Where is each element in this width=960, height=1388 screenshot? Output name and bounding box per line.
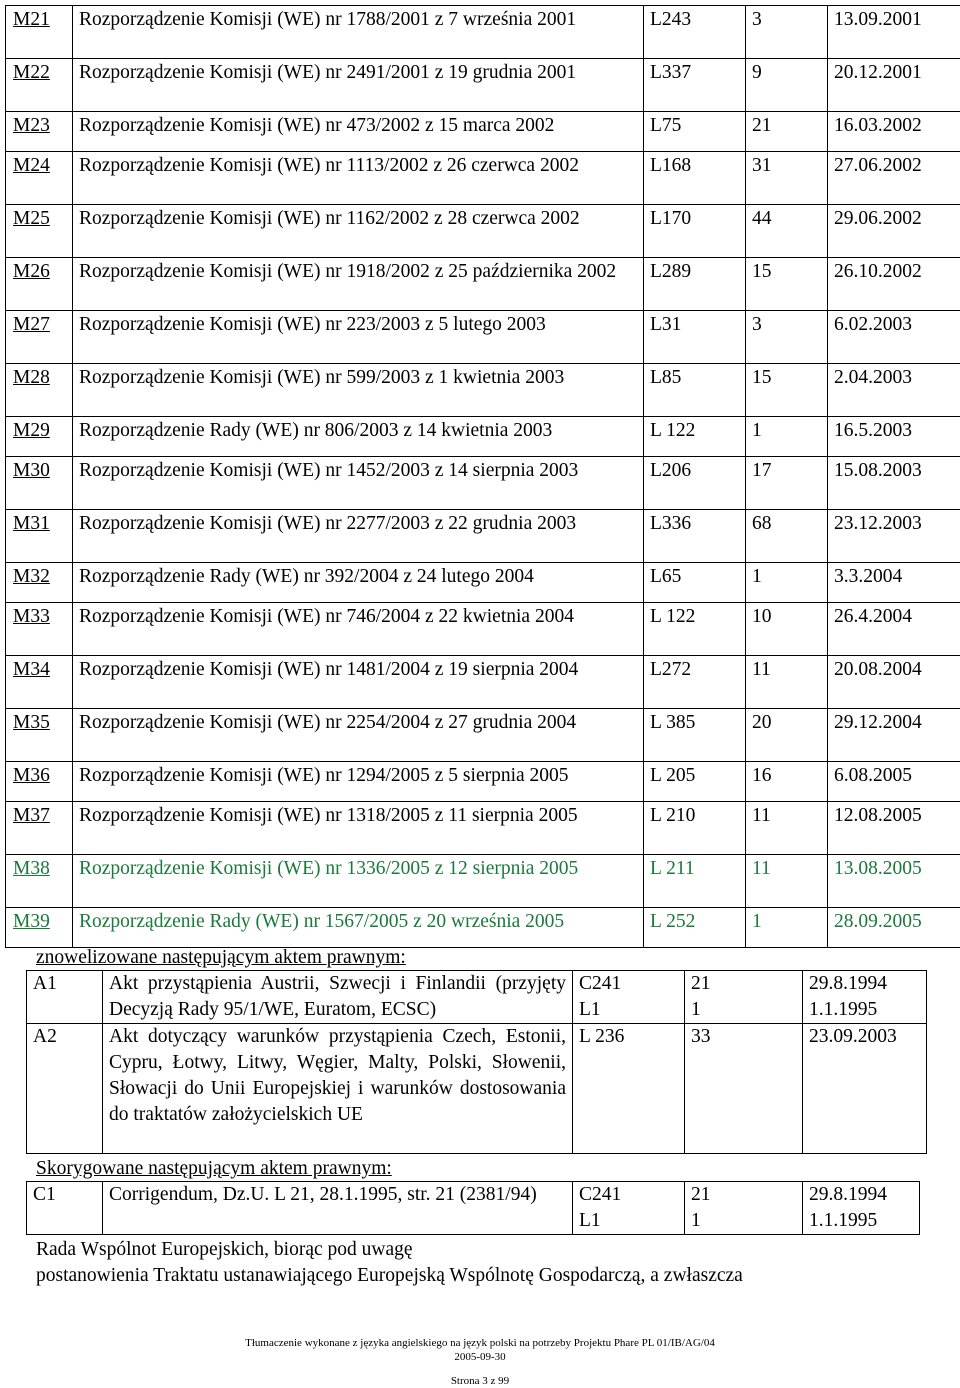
- date-line: 1.1.1995: [809, 997, 920, 1023]
- accession-acts-table: [26, 970, 927, 1154]
- regulation-page: 44: [746, 205, 828, 258]
- amendment-code: A1: [27, 971, 103, 1024]
- regulation-title: Rozporządzenie Komisji (WE) nr 2491/2001 z 19 grudnia 2001: [73, 59, 644, 112]
- regulation-title: Rozporządzenie Komisji (WE) nr 1113/2002 z 26 czerwca 2002: [73, 152, 644, 205]
- correction-date: [803, 1182, 920, 1235]
- amendment-title: Akt przystąpienia Austrii, Szwecji i Finlandii (przyjęty Decyzją Rady 95/1/WE, Euratom, ECSC): [103, 971, 573, 1024]
- regulation-page: 10: [746, 603, 828, 656]
- corrections-table: [26, 1181, 920, 1235]
- regulation-title: Rozporządzenie Rady (WE) nr 806/2003 z 14 kwietnia 2003: [73, 417, 644, 457]
- regulation-date: 26.4.2004: [828, 603, 960, 656]
- journal-line: L1: [579, 997, 678, 1023]
- corrected-heading: Skorygowane następującym aktem prawnym:: [36, 1157, 392, 1181]
- table-row: [6, 457, 960, 510]
- regulation-code-cell: [6, 603, 73, 656]
- amendment-code: A2: [27, 1024, 103, 1154]
- amended-heading: znowelizowane następującym aktem prawnym:: [36, 946, 406, 970]
- regulation-date: 23.12.2003: [828, 510, 960, 563]
- regulation-code-link[interactable]: M33: [13, 606, 50, 627]
- regulation-code-link[interactable]: M27: [13, 314, 50, 335]
- table-row: [6, 762, 960, 802]
- table-row: [6, 563, 960, 603]
- regulation-page: 68: [746, 510, 828, 563]
- table-row: [6, 908, 960, 948]
- amendment-journal: [573, 971, 685, 1024]
- regulation-code-cell: [6, 112, 73, 152]
- regulation-code-link[interactable]: M25: [13, 208, 50, 229]
- table-row: [6, 802, 960, 855]
- regulation-code-cell: [6, 510, 73, 563]
- regulation-title: Rozporządzenie Rady (WE) nr 392/2004 z 24 lutego 2004: [73, 563, 644, 603]
- regulation-code-link[interactable]: M28: [13, 367, 50, 388]
- amendment-page: 33: [685, 1024, 803, 1154]
- journal-line: C241: [579, 1182, 678, 1208]
- page-line: 1: [691, 1208, 796, 1234]
- regulation-page: 3: [746, 311, 828, 364]
- table-row: [6, 510, 960, 563]
- regulation-title: Rozporządzenie Komisji (WE) nr 2254/2004 z 27 grudnia 2004: [73, 709, 644, 762]
- regulation-date: 20.12.2001: [828, 59, 960, 112]
- regulation-journal: L289: [644, 258, 746, 311]
- regulation-code-link[interactable]: M23: [13, 115, 50, 136]
- regulation-code-link[interactable]: M32: [13, 566, 50, 587]
- regulation-code-cell: [6, 457, 73, 510]
- table-row: [6, 205, 960, 258]
- preamble-line-1: Rada Wspólnot Europejskich, biorąc pod uwagę: [36, 1237, 413, 1263]
- regulation-code-link[interactable]: M26: [13, 261, 50, 282]
- regulation-date: 3.3.2004: [828, 563, 960, 603]
- regulation-journal: L 385: [644, 709, 746, 762]
- regulation-title: Rozporządzenie Komisji (WE) nr 223/2003 z 5 lutego 2003: [73, 311, 644, 364]
- regulation-code-cell: [6, 205, 73, 258]
- regulation-code-link[interactable]: M34: [13, 659, 50, 680]
- regulation-date: 13.08.2005: [828, 855, 960, 908]
- regulation-journal: L 252: [644, 908, 746, 948]
- table-row: [6, 6, 960, 59]
- regulation-journal: L31: [644, 311, 746, 364]
- regulation-code-link[interactable]: M21: [13, 9, 50, 30]
- regulation-journal: L 210: [644, 802, 746, 855]
- regulation-code-cell: [6, 908, 73, 948]
- regulation-page: 9: [746, 59, 828, 112]
- regulation-date: 6.08.2005: [828, 762, 960, 802]
- regulation-journal: L243: [644, 6, 746, 59]
- footer-date: 2005-09-30: [0, 1350, 960, 1364]
- regulation-title: Rozporządzenie Komisji (WE) nr 1452/2003 z 14 sierpnia 2003: [73, 457, 644, 510]
- regulation-code-link[interactable]: M24: [13, 155, 50, 176]
- regulation-journal: L170: [644, 205, 746, 258]
- regulation-page: 15: [746, 258, 828, 311]
- amendment-title: Akt dotyczący warunków przystąpienia Czech, Estonii, Cypru, Łotwy, Litwy, Węgier, Malty, Polski, Słowenii, Słowacji do Unii Europejskiej i warunków dostosowania do traktatów założycielskich UE: [103, 1024, 573, 1154]
- regulation-code-cell: [6, 152, 73, 205]
- amendment-journal: L 236: [573, 1024, 685, 1154]
- page-line: 1: [691, 997, 796, 1023]
- regulation-code-cell: [6, 311, 73, 364]
- regulation-page: 31: [746, 152, 828, 205]
- regulation-title: Rozporządzenie Komisji (WE) nr 1788/2001 z 7 września 2001: [73, 6, 644, 59]
- amendment-page: [685, 971, 803, 1024]
- table-row: [27, 1024, 927, 1154]
- regulation-code-link[interactable]: M37: [13, 805, 50, 826]
- regulation-title: Rozporządzenie Komisji (WE) nr 1336/2005 z 12 sierpnia 2005: [73, 855, 644, 908]
- regulation-date: 28.09.2005: [828, 908, 960, 948]
- amendment-date: 23.09.2003: [803, 1024, 927, 1154]
- regulation-code-cell: [6, 59, 73, 112]
- regulation-title: Rozporządzenie Komisji (WE) nr 1481/2004 z 19 sierpnia 2004: [73, 656, 644, 709]
- amending-regulations-table: [5, 5, 960, 948]
- regulation-journal: L85: [644, 364, 746, 417]
- regulation-code-cell: [6, 855, 73, 908]
- regulation-code-link[interactable]: M31: [13, 513, 50, 534]
- regulation-page: 1: [746, 563, 828, 603]
- correction-page: [685, 1182, 803, 1235]
- journal-line: L1: [579, 1208, 678, 1234]
- table-row: [6, 603, 960, 656]
- regulation-page: 11: [746, 656, 828, 709]
- regulation-journal: L337: [644, 59, 746, 112]
- regulation-title: Rozporządzenie Komisji (WE) nr 1918/2002 z 25 października 2002: [73, 258, 644, 311]
- regulation-page: 15: [746, 364, 828, 417]
- regulation-page: 3: [746, 6, 828, 59]
- table-row: [6, 417, 960, 457]
- regulation-journal: L336: [644, 510, 746, 563]
- table-row: [27, 1182, 920, 1235]
- page-line: 21: [691, 1182, 796, 1208]
- regulation-date: 15.08.2003: [828, 457, 960, 510]
- journal-line: C241: [579, 971, 678, 997]
- regulation-date: 29.06.2002: [828, 205, 960, 258]
- regulation-date: 16.03.2002: [828, 112, 960, 152]
- footer-page-number: Strona 3 z 99: [0, 1374, 960, 1388]
- regulation-journal: L272: [644, 656, 746, 709]
- table-row: [6, 311, 960, 364]
- regulation-page: 11: [746, 802, 828, 855]
- regulation-code-link[interactable]: M30: [13, 460, 50, 481]
- table-row: [6, 656, 960, 709]
- regulation-code-cell: [6, 762, 73, 802]
- table-row: [6, 59, 960, 112]
- regulation-journal: L 122: [644, 603, 746, 656]
- regulation-code-link[interactable]: M36: [13, 765, 50, 786]
- table-row: [27, 971, 927, 1024]
- regulation-code-cell: [6, 802, 73, 855]
- correction-journal: [573, 1182, 685, 1235]
- regulation-code-cell: [6, 364, 73, 417]
- regulation-journal: L206: [644, 457, 746, 510]
- table-row: [6, 112, 960, 152]
- regulation-code-link[interactable]: M39: [13, 911, 50, 932]
- table-row: [6, 152, 960, 205]
- regulation-title: Rozporządzenie Komisji (WE) nr 2277/2003 z 22 grudnia 2003: [73, 510, 644, 563]
- regulation-title: Rozporządzenie Komisji (WE) nr 599/2003 z 1 kwietnia 2003: [73, 364, 644, 417]
- table-row: [6, 258, 960, 311]
- table-row: [6, 855, 960, 908]
- amendment-date: [803, 971, 927, 1024]
- regulation-code-cell: [6, 656, 73, 709]
- regulation-title: Rozporządzenie Komisji (WE) nr 1318/2005 z 11 sierpnia 2005: [73, 802, 644, 855]
- regulation-title: Rozporządzenie Rady (WE) nr 1567/2005 z 20 września 2005: [73, 908, 644, 948]
- regulation-date: 12.08.2005: [828, 802, 960, 855]
- regulation-title: Rozporządzenie Komisji (WE) nr 1294/2005 z 5 sierpnia 2005: [73, 762, 644, 802]
- regulation-journal: L 122: [644, 417, 746, 457]
- regulation-date: 16.5.2003: [828, 417, 960, 457]
- regulation-page: 21: [746, 112, 828, 152]
- date-line: 29.8.1994: [809, 1182, 913, 1208]
- correction-title: Corrigendum, Dz.U. L 21, 28.1.1995, str. 21 (2381/94): [103, 1182, 573, 1235]
- regulation-date: 20.08.2004: [828, 656, 960, 709]
- regulation-date: 2.04.2003: [828, 364, 960, 417]
- regulation-page: 1: [746, 417, 828, 457]
- regulation-code-link[interactable]: M38: [13, 858, 50, 879]
- regulation-page: 20: [746, 709, 828, 762]
- regulation-code-link[interactable]: M29: [13, 420, 50, 441]
- regulation-code-cell: [6, 709, 73, 762]
- regulation-code-cell: [6, 417, 73, 457]
- regulation-journal: L65: [644, 563, 746, 603]
- regulation-title: Rozporządzenie Komisji (WE) nr 746/2004 z 22 kwietnia 2004: [73, 603, 644, 656]
- regulation-journal: L168: [644, 152, 746, 205]
- date-line: 29.8.1994: [809, 971, 920, 997]
- table-row: [6, 709, 960, 762]
- preamble-line-2: postanowienia Traktatu ustanawiającego Europejską Wspólnotę Gospodarczą, a zwłaszcza: [36, 1263, 743, 1289]
- regulation-code-cell: [6, 563, 73, 603]
- footer-translation-note: Tłumaczenie wykonane z języka angielskiego na język polski na potrzeby Projektu Phare PL 01/IB/AG/04: [0, 1336, 960, 1350]
- regulation-title: Rozporządzenie Komisji (WE) nr 473/2002 z 15 marca 2002: [73, 112, 644, 152]
- regulation-page: 1: [746, 908, 828, 948]
- regulation-page: 11: [746, 855, 828, 908]
- regulation-journal: L 205: [644, 762, 746, 802]
- regulation-journal: L75: [644, 112, 746, 152]
- regulation-date: 27.06.2002: [828, 152, 960, 205]
- regulation-date: 6.02.2003: [828, 311, 960, 364]
- regulation-page: 16: [746, 762, 828, 802]
- regulation-page: 17: [746, 457, 828, 510]
- regulation-code-link[interactable]: M22: [13, 62, 50, 83]
- table-row: [6, 364, 960, 417]
- regulation-code-cell: [6, 258, 73, 311]
- page-line: 21: [691, 971, 796, 997]
- regulation-date: 26.10.2002: [828, 258, 960, 311]
- date-line: 1.1.1995: [809, 1208, 913, 1234]
- regulation-journal: L 211: [644, 855, 746, 908]
- regulation-date: 29.12.2004: [828, 709, 960, 762]
- regulation-code-link[interactable]: M35: [13, 712, 50, 733]
- correction-code: C1: [27, 1182, 103, 1235]
- regulation-title: Rozporządzenie Komisji (WE) nr 1162/2002 z 28 czerwca 2002: [73, 205, 644, 258]
- regulation-date: 13.09.2001: [828, 6, 960, 59]
- regulation-code-cell: [6, 6, 73, 59]
